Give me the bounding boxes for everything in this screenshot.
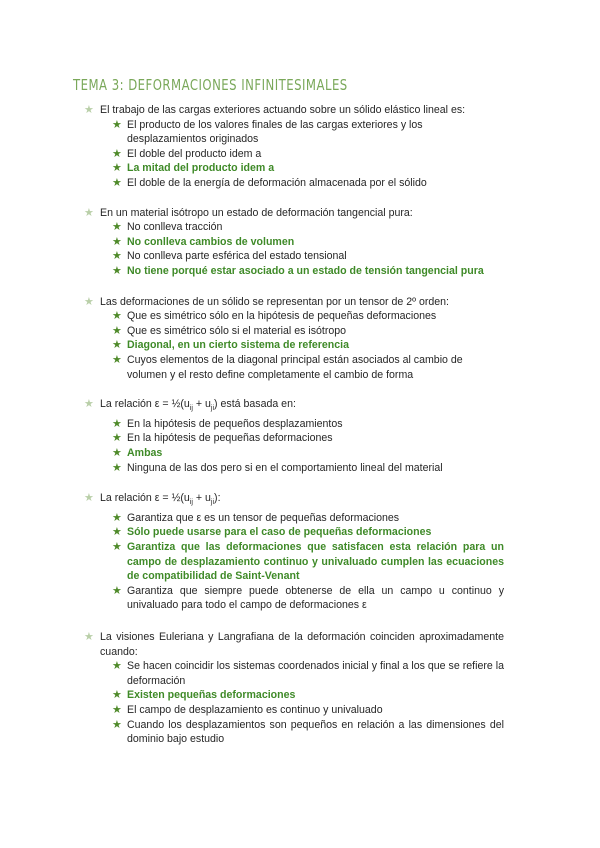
option-text: Cuando los desplazamientos son pequeños en relación a las dimensiones del dominio bajo estudio (127, 718, 504, 746)
option-1c-correct (112, 161, 504, 176)
option-text: Se hacen coincidir los sistemas coordenados inicial y final a los que se refiere la deformación (127, 660, 504, 687)
question-text: La visiones Euleriana y Langrafiana de la deformación coinciden aproximadamente cuando: (100, 631, 504, 658)
option-text: Que es simétrico sólo en la hipótesis de pequeñas deformaciones (127, 310, 437, 323)
page-title: TEMA 3: DEFORMACIONES INFINITESIMALES (73, 76, 348, 94)
star-icon: ★ (84, 631, 94, 644)
star-icon: ★ (112, 461, 122, 474)
option-text: No conlleva cambios de volumen (127, 235, 295, 248)
option-text: En la hipótesis de pequeñas deformaciones (127, 432, 333, 445)
option-4d (112, 461, 504, 476)
option-1d (112, 176, 504, 191)
star-icon: ★ (112, 417, 122, 430)
option-2d-correct (112, 264, 504, 279)
star-icon: ★ (84, 492, 94, 505)
star-icon: ★ (112, 310, 122, 323)
star-icon: ★ (112, 162, 122, 175)
option-text: Garantiza que siempre puede obtenerse de ella un campo u continuo y univaluado para todo el campo de deformaciones ε (127, 584, 504, 612)
star-icon: ★ (112, 235, 122, 248)
option-text: No tiene porqué estar asociado a un estado de tensión tangencial pura (127, 264, 484, 277)
question-2 (84, 206, 504, 221)
option-4b (112, 431, 504, 446)
star-icon: ★ (112, 718, 122, 731)
options-3 (84, 309, 504, 382)
option-text: El campo de desplazamiento es continuo y univaluado (127, 704, 383, 716)
question-text: El trabajo de las cargas exteriores actuando sobre un sólido elástico lineal es: (100, 104, 466, 116)
star-icon: ★ (112, 541, 122, 554)
star-icon: ★ (84, 104, 94, 116)
option-text: No conlleva tracción (127, 221, 223, 234)
star-icon: ★ (112, 704, 122, 716)
option-text: El producto de los valores finales de las cargas exteriores y los desplazamientos originados (127, 118, 423, 146)
question-text: Las deformaciones de un sólido se representan por un tensor de 2º orden: (100, 295, 449, 308)
star-icon: ★ (112, 446, 122, 459)
option-2b-correct (112, 235, 504, 250)
star-icon: ★ (112, 176, 122, 189)
question-text: En un material isótropo un estado de deformación tangencial pura: (100, 206, 413, 219)
question-text: La relación $\varepsilon = \frac{1}{2}(u_{ij} + u_{ji})$: (100, 492, 221, 507)
options-2 (84, 220, 504, 278)
option-3a (112, 309, 504, 324)
option-text: Ambas (127, 446, 163, 459)
question-5 (84, 491, 504, 511)
option-6b-correct (112, 688, 504, 703)
option-text: El doble del producto idem a (127, 147, 262, 160)
star-icon: ★ (112, 353, 122, 366)
options-1 (84, 118, 504, 191)
option-text: Que es simétrico sólo si el material es isótropo (127, 324, 347, 337)
star-icon: ★ (112, 147, 122, 160)
option-5b-correct (112, 525, 504, 540)
option-6d (112, 718, 504, 747)
option-4c-correct (112, 446, 504, 461)
star-icon: ★ (84, 398, 94, 411)
option-5a (112, 511, 504, 526)
option-text: Existen pequeñas deformaciones (127, 689, 296, 702)
option-1a (112, 118, 504, 147)
star-icon: ★ (112, 584, 122, 597)
question-4 (84, 397, 504, 417)
option-text: Garantiza que ε es un tensor de pequeñas deformaciones (127, 511, 400, 524)
star-icon: ★ (112, 118, 122, 131)
option-text: En la hipótesis de pequeños desplazamientos (127, 417, 343, 430)
star-icon: ★ (112, 339, 122, 352)
option-2c (112, 249, 504, 264)
question-3 (84, 295, 504, 310)
star-icon: ★ (112, 432, 122, 445)
star-icon: ★ (112, 660, 122, 673)
option-text: La mitad del producto idem a (127, 162, 275, 175)
option-3c-correct (112, 338, 504, 353)
star-icon: ★ (112, 689, 122, 702)
question-text: La relación $\varepsilon = \frac{1}{2}(u_{ij} + u_{ji})$ está basada en: (100, 398, 296, 413)
option-text: Ninguna de las dos pero si en el comportamiento lineal del material (127, 461, 443, 474)
option-5c-correct (112, 540, 504, 584)
option-text: Sólo puede usarse para el caso de pequeñas deformaciones (127, 526, 432, 539)
option-3d (112, 353, 504, 382)
option-1b (112, 147, 504, 162)
option-6c (112, 703, 504, 718)
star-icon: ★ (112, 511, 122, 524)
star-icon: ★ (112, 526, 122, 539)
star-icon: ★ (84, 206, 94, 219)
option-text: El doble de la energía de deformación almacenada por el sólido (127, 176, 427, 189)
option-3b (112, 324, 504, 339)
question-6 (84, 630, 504, 659)
star-icon: ★ (112, 250, 122, 263)
options-6 (84, 659, 504, 747)
option-2a (112, 220, 504, 235)
option-text: Cuyos elementos de la diagonal principal están asociados al cambio de volumen y el resto define completamente el cambio de forma (127, 353, 463, 381)
option-text: Diagonal, en un cierto sistema de referencia (127, 339, 349, 352)
question-1 (84, 103, 504, 118)
options-4 (84, 417, 504, 475)
option-text: Garantiza que las deformaciones que satisfacen esta relación para un campo de desplazamiento continuo y univaluado cumplen las ecuaciones de compatibilidad de Saint-Venant (127, 541, 504, 583)
option-5d (112, 584, 504, 613)
option-4a (112, 417, 504, 432)
star-icon: ★ (84, 295, 94, 308)
star-icon: ★ (112, 264, 122, 277)
star-icon: ★ (112, 221, 122, 234)
options-5 (84, 511, 504, 613)
option-text: No conlleva parte esférica del estado tensional (127, 250, 347, 263)
option-6a (112, 659, 504, 688)
question-list (84, 103, 504, 747)
star-icon: ★ (112, 324, 122, 337)
